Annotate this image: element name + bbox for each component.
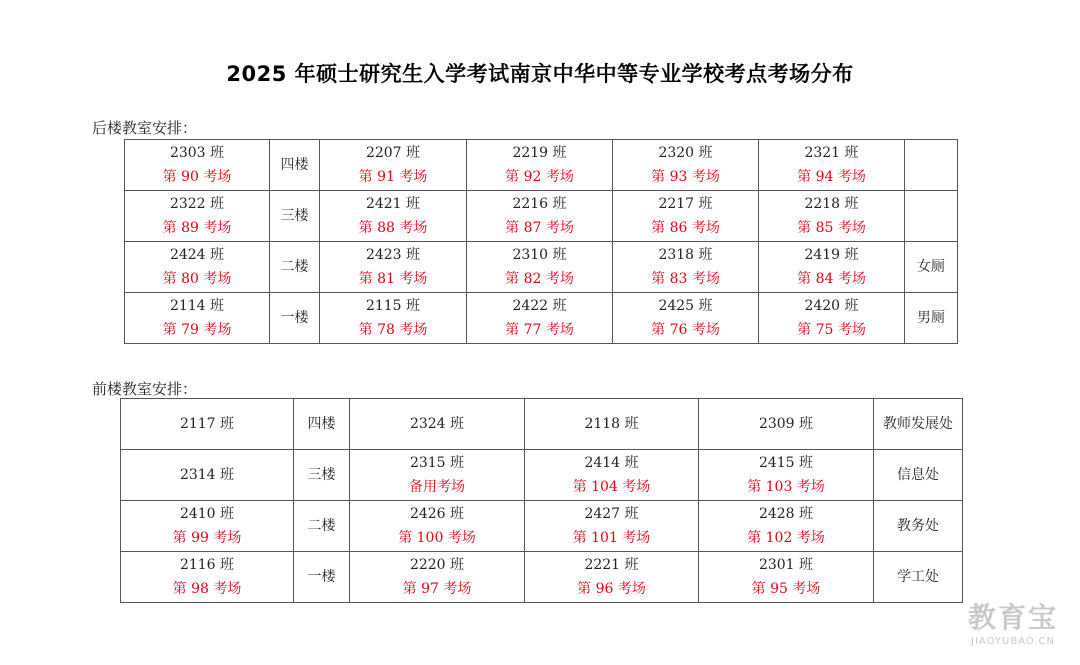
class-name: 2415 班 (758, 455, 814, 471)
room-cell (121, 552, 294, 603)
exam-room: 第 94 考场 (797, 169, 866, 185)
facility-label: 教务处 (874, 501, 963, 552)
exam-room: 第 90 考场 (162, 169, 232, 185)
back-building-table (124, 139, 958, 344)
back-building-label: 后楼教室安排： (92, 119, 198, 137)
room-cell (699, 450, 874, 501)
floor-label: 二楼 (294, 501, 350, 552)
class-name: 2216 班 (512, 196, 567, 212)
exam-room: 第 89 考场 (162, 220, 232, 236)
room-cell (613, 140, 759, 191)
watermark-main: 教育宝 (967, 601, 1058, 634)
table-row (125, 191, 958, 242)
class-name: 2425 班 (658, 298, 713, 314)
floor-label: 四楼 (270, 140, 320, 191)
room-cell (320, 293, 467, 344)
room-cell (759, 140, 905, 191)
exam-room: 第 86 考场 (651, 220, 720, 236)
room-cell (350, 450, 525, 501)
room-cell (125, 293, 270, 344)
floor-label: 四楼 (294, 399, 350, 450)
class-name: 2301 班 (758, 557, 814, 573)
class-name: 2322 班 (169, 196, 225, 212)
class-name: 2218 班 (804, 196, 859, 212)
room-cell (121, 399, 294, 450)
room-cell (525, 399, 699, 450)
class-name: 2414 班 (584, 455, 639, 471)
exam-room: 第 85 考场 (797, 220, 866, 236)
room-cell (759, 242, 905, 293)
room-cell (699, 552, 874, 603)
exam-room: 第 100 考场 (398, 530, 476, 546)
exam-room: 备用考场 (409, 479, 465, 495)
exam-room: 第 98 考场 (172, 581, 242, 597)
exam-room: 第 81 考场 (358, 271, 428, 287)
room-cell (699, 501, 874, 552)
exam-room: 第 103 考场 (747, 479, 825, 495)
exam-room: 第 78 考场 (358, 322, 428, 338)
class-name: 2118 班 (584, 416, 639, 432)
class-name: 2423 班 (365, 247, 421, 263)
exam-room: 第 88 考场 (358, 220, 428, 236)
exam-room: 第 95 考场 (751, 581, 821, 597)
exam-room: 第 91 考场 (358, 169, 428, 185)
facility-label: 信息处 (874, 450, 963, 501)
class-name: 2324 班 (409, 416, 465, 432)
class-name: 2221 班 (584, 557, 639, 573)
exam-room: 第 83 考场 (651, 271, 720, 287)
exam-room: 第 75 考场 (797, 322, 866, 338)
exam-room: 第 102 考场 (747, 530, 825, 546)
class-name: 2318 班 (658, 247, 713, 263)
class-name: 2321 班 (804, 145, 859, 161)
room-cell (125, 242, 270, 293)
room-cell (613, 242, 759, 293)
room-cell (320, 191, 467, 242)
class-name: 2116 班 (179, 557, 235, 573)
class-name: 2303 班 (169, 145, 225, 161)
exam-room: 第 101 考场 (572, 530, 651, 546)
room-cell (525, 552, 699, 603)
exam-room: 第 87 考场 (505, 220, 574, 236)
room-cell (467, 242, 613, 293)
class-name: 2217 班 (658, 196, 713, 212)
watermark-logo (968, 596, 1058, 647)
facility-label: 学工处 (874, 552, 963, 603)
facility-label: 女厕 (905, 242, 958, 293)
room-cell (350, 552, 525, 603)
floor-label: 一楼 (270, 293, 320, 344)
exam-room: 第 82 考场 (505, 271, 574, 287)
class-name: 2427 班 (584, 506, 639, 522)
facility-label (905, 191, 958, 242)
front-building-table (120, 398, 963, 603)
front-building-label: 前楼教室安排： (92, 380, 198, 398)
room-cell (613, 293, 759, 344)
table-row (125, 293, 958, 344)
class-name: 2424 班 (169, 247, 225, 263)
exam-room: 第 104 考场 (572, 479, 651, 495)
floor-label: 三楼 (294, 450, 350, 501)
exam-room: 第 77 考场 (505, 322, 574, 338)
class-name: 2314 班 (179, 467, 235, 483)
table-row (121, 399, 963, 450)
facility-label (905, 140, 958, 191)
exam-room: 第 80 考场 (162, 271, 232, 287)
room-cell (759, 293, 905, 344)
room-cell (125, 191, 270, 242)
room-cell (121, 450, 294, 501)
table-row (121, 450, 963, 501)
room-cell (467, 140, 613, 191)
table-row (125, 140, 958, 191)
facility-label: 教师发展处 (874, 399, 963, 450)
class-name: 2310 班 (512, 247, 567, 263)
class-name: 2220 班 (409, 557, 465, 573)
table-row (121, 552, 963, 603)
page-title: 2025 年硕士研究生入学考试南京中华中等专业学校考点考场分布 (226, 62, 854, 86)
class-name: 2428 班 (758, 506, 814, 522)
room-cell (320, 140, 467, 191)
class-name: 2219 班 (512, 145, 567, 161)
class-name: 2114 班 (169, 298, 225, 314)
table-row (121, 501, 963, 552)
class-name: 2426 班 (409, 506, 465, 522)
room-cell (525, 450, 699, 501)
watermark-sub: JIAOYUBAO.CN (971, 636, 1055, 647)
exam-room: 第 99 考场 (172, 530, 242, 546)
class-name: 2315 班 (409, 455, 465, 471)
room-cell (613, 191, 759, 242)
room-cell (759, 191, 905, 242)
class-name: 2309 班 (758, 416, 814, 432)
exam-room: 第 79 考场 (162, 322, 232, 338)
class-name: 2207 班 (365, 145, 421, 161)
room-cell (350, 501, 525, 552)
floor-label: 一楼 (294, 552, 350, 603)
exam-room: 第 92 考场 (505, 169, 574, 185)
room-cell (467, 191, 613, 242)
class-name: 2410 班 (179, 506, 235, 522)
facility-label: 男厕 (905, 293, 958, 344)
exam-room: 第 96 考场 (577, 581, 646, 597)
floor-label: 二楼 (270, 242, 320, 293)
floor-label: 三楼 (270, 191, 320, 242)
exam-room: 第 84 考场 (797, 271, 866, 287)
room-cell (125, 140, 270, 191)
room-cell (121, 501, 294, 552)
class-name: 2420 班 (804, 298, 859, 314)
class-name: 2422 班 (512, 298, 567, 314)
class-name: 2115 班 (365, 298, 421, 314)
room-cell (467, 293, 613, 344)
room-cell (699, 399, 874, 450)
exam-room: 第 97 考场 (402, 581, 472, 597)
class-name: 2320 班 (658, 145, 713, 161)
table-row (125, 242, 958, 293)
exam-room: 第 76 考场 (651, 322, 720, 338)
room-cell (320, 242, 467, 293)
class-name: 2419 班 (804, 247, 859, 263)
room-cell (525, 501, 699, 552)
room-cell (350, 399, 525, 450)
exam-room: 第 93 考场 (651, 169, 720, 185)
class-name: 2421 班 (365, 196, 421, 212)
class-name: 2117 班 (179, 416, 235, 432)
